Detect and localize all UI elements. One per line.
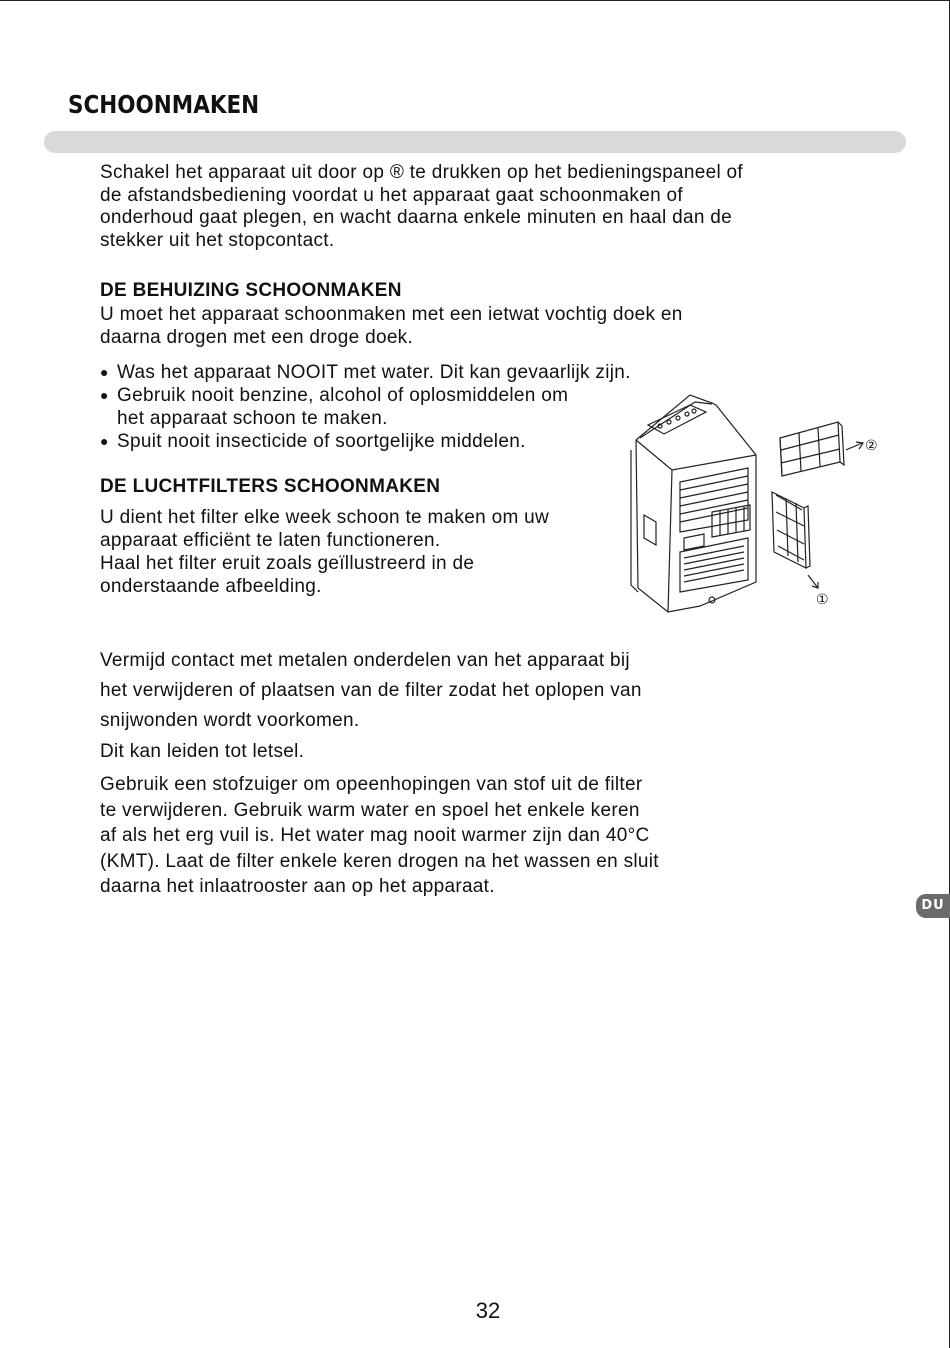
- title-divider: [44, 131, 906, 153]
- warning-bullet: ● Spuit nooit insecticide of soortgelijke middelen.: [100, 430, 526, 453]
- intro-line: onderhoud gaat plegen, en wacht daarna enkele minuten en haal dan de: [100, 207, 733, 228]
- cleaning-line: Gebruik een stofzuiger om opeenhopingen van stof uit de filter: [100, 774, 643, 795]
- housing-heading: DE BEHUIZING SCHOONMAKEN: [100, 280, 402, 301]
- callout-label-1: ①: [816, 592, 829, 608]
- housing-warnings-2: [100, 430, 526, 453]
- warning-bullet-continuation: het apparaat schoon te maken.: [117, 408, 388, 429]
- housing-warnings: [100, 361, 631, 407]
- intro-line: stekker uit het stopcontact.: [100, 229, 335, 251]
- cleaning-line: te verwijderen. Gebruik warm water en spoel het enkele keren: [100, 799, 640, 821]
- filters-heading: DE LUCHTFILTERS SCHOONMAKEN: [100, 476, 441, 497]
- language-tab: DU: [916, 894, 950, 918]
- metal-parts-warning: [100, 646, 642, 767]
- intro-line: de afstandsbediening voordat u het apparaat gaat schoonmaken of: [100, 184, 683, 206]
- warning-bullet: ● Was het apparaat NOOIT met water. Dit kan gevaarlijk zijn.: [100, 361, 631, 384]
- page-number: 32: [475, 1298, 501, 1323]
- warning-bullet: ● Gebruik nooit benzine, alcohol of oplosmiddelen om: [100, 384, 631, 407]
- filter-cleaning-paragraph: [100, 772, 659, 900]
- housing-paragraph: [100, 303, 683, 349]
- filters-line: U dient het filter elke week schoon te maken om uw: [100, 507, 550, 528]
- intro-line: Schakel het apparaat uit door op ® te drukken op het bedieningspaneel of: [100, 162, 743, 183]
- intro-paragraph: [100, 162, 743, 252]
- cleaning-line: af als het erg vuil is. Het water mag nooit warmer zijn dan 40°C: [100, 825, 650, 846]
- filters-line: onderstaande afbeelding.: [100, 576, 322, 597]
- warning-line: snijwonden wordt voorkomen.: [100, 710, 360, 732]
- air-conditioner-filter-illustration: [620, 388, 900, 618]
- callout-label-2: ②: [865, 438, 878, 454]
- warning-line: Dit kan leiden tot letsel.: [100, 740, 305, 762]
- filters-line: apparaat efficiënt te laten functioneren.: [100, 530, 441, 551]
- page-border-top: [0, 0, 950, 1]
- housing-line: U moet het apparaat schoonmaken met een ietwat vochtig doek en: [100, 304, 683, 325]
- housing-line: daarna drogen met een droge doek.: [100, 327, 414, 348]
- page-title: SCHOONMAKEN: [68, 90, 260, 119]
- cleaning-line: (KMT). Laat de filter enkele keren drogen na het wassen en sluit: [100, 850, 659, 872]
- warning-line: het verwijderen of plaatsen van de filter zodat het oplopen van: [100, 680, 642, 702]
- filters-line: Haal het filter eruit zoals geïllustreerd in de: [100, 553, 475, 574]
- warning-line: Vermijd contact met metalen onderdelen van het apparaat bij: [100, 650, 630, 671]
- cleaning-line: daarna het inlaatrooster aan op het apparaat.: [100, 876, 495, 897]
- filters-paragraph: [100, 506, 549, 598]
